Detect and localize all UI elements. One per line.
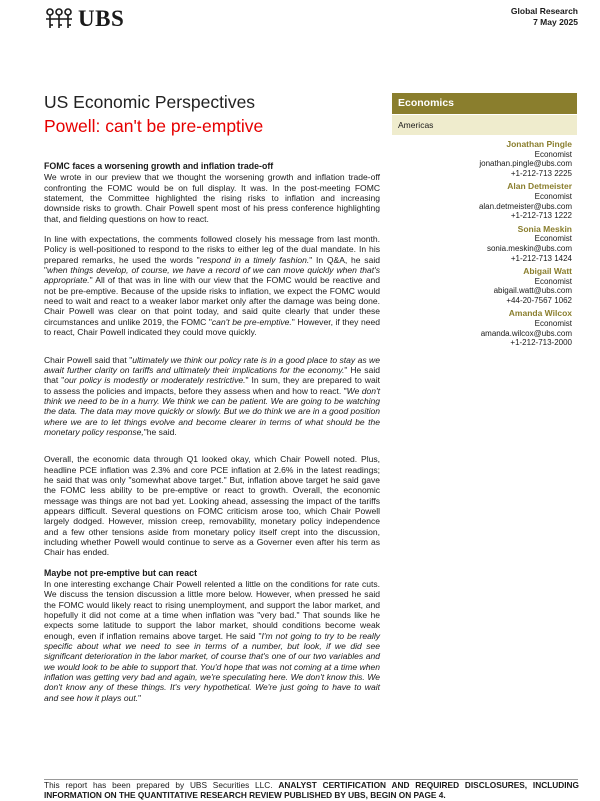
analyst-email[interactable]: jonathan.pingle@ubs.com: [479, 159, 572, 169]
keys-icon: [44, 8, 74, 30]
analyst-name: Abigail Watt: [523, 265, 572, 276]
analyst-phone: +1-212-713 2225: [510, 169, 572, 179]
report-body: [44, 161, 380, 713]
analyst-phone: +1-212-713-2000: [510, 338, 572, 348]
analyst-email[interactable]: sonia.meskin@ubs.com: [486, 244, 572, 254]
analyst-role: Economist: [534, 318, 572, 328]
analyst-list: [392, 140, 572, 348]
paragraph: In one interesting exchange Chair Powell relented a little on the conditions for rate cuts. We discuss the tension discussion a little more below. However, when pressed he said the FOMC would likely react to rising unemployment, and support the labor market, and hopefully it did not come at a time when inflation was "very bad." That sounds like he expects some latitude to support the labor market, should conditions become weak enough, even if inflation remains above target. He said "I'm not going to try to be really specific about what we need to see in terms of a number, but look, if we did see significant deterioration in the labor market, of course that's one of our two variables and we would look to be able to support that. You'd hope that was not coming at a time when inflation was getting very bad and again, we're speculating here. We don't know this. We don't know any of these things. It's very hypothetical. We're just going to have to wait and see how it plays out.": [44, 579, 380, 703]
analyst-email[interactable]: alan.detmeister@ubs.com: [478, 201, 572, 211]
division-label: Global Research: [510, 6, 578, 16]
page-subtitle: Powell: can't be pre-emptive: [44, 116, 264, 136]
analyst-name: Amanda Wilcox: [508, 308, 572, 319]
region-label: Americas: [392, 115, 577, 135]
analyst-name: Jonathan Pingle: [506, 139, 572, 149]
paragraph: Overall, the economic data through Q1 looked okay, which Chair Powell noted. Plus, headline PCE inflation was 2.3% and core PCE inflation at 2.6% in the latest readings; he said that was only "somewhat above target." But, inflation above target he said gave the FOMC less ability to be pre-emptive or react to growth. Overall, the economic message was things are not bad yet. Looking ahead, assessing the impact of the tariffs appears difficult. Several questions on FOMC criticism arose too, which Chair Powell largely dodged. However, mission creep, removability, monetary policy independence and a few other tensions aside from monetary policy itself crept into the discussion, including whether Powell would continue to serve as a Governer even after his term as Chair has ended.: [44, 454, 380, 558]
page-title: US Economic Perspectives: [44, 92, 256, 112]
brand-name: UBS: [78, 6, 125, 31]
analyst-role: Economist: [534, 192, 572, 202]
disclosure-footer: This report has been prepared by UBS Securities LLC. ANALYST CERTIFICATION AND REQUIRED DISCLOSURES, INCLUDING INFORMATION ON THE QUANTITATIVE RESEARCH REVIEW PUBLISHED BY UBS, BEGIN ON PAGE 4.: [44, 780, 579, 800]
analyst-email[interactable]: abigail.watt@ubs.com: [493, 286, 572, 296]
analyst-phone: +44-20-7567 1062: [506, 296, 572, 306]
analyst-email[interactable]: amanda.wilcox@ubs.com: [480, 328, 572, 338]
section-heading: Maybe not pre-emptive but can react: [44, 567, 198, 578]
analyst-role: Economist: [534, 149, 572, 159]
report-date: 7 May 2025: [533, 16, 578, 27]
analyst-role: Economist: [534, 276, 572, 286]
paragraph: We wrote in our preview that we thought the worsening growth and inflation trade-off confronting the FOMC would be on full display. It was. In the post-meeting FOMC statement, the Committee highlighted the rising risks to inflation and increasing downside risks to growth. Chair Powell spent most of his press conference highlighting that, and fielding questions on how to react.: [44, 172, 380, 224]
analyst-name: Alan Detmeister: [507, 181, 572, 192]
paragraph: Chair Powell said that "ultimately we think our policy rate is in a good place to stay as we await further clarity on tariffs and ultimately their implications for the economy." He said that "our policy is modestly or moderately restrictive." In sum, they are prepared to wait to assess the policies and impacts, before they assess when and how to react. "We don't think we need to be in a hurry. We think we can be patient. We are going to be watching the data. The data may move quickly or slowly. But we do think we are in a good position where we are to let things evolve and become clearer in terms of what should be the monetary policy response,"he said.: [44, 354, 381, 437]
section-heading: FOMC faces a worsening growth and inflation trade-off: [44, 161, 274, 171]
section-label: Economics: [392, 93, 577, 114]
analyst-phone: +1-212-713 1424: [510, 253, 572, 263]
analyst-phone: +1-212-713 1222: [510, 211, 572, 221]
paragraph: In line with expectations, the comments followed closely his message from last month. Policy is well-positioned to respond to the risks to either leg of the dual mandate. In his prepared remarks, he used the words "respond in a timely fashion." In Q&A, he said "when things develop, of course, we have a record of we can move quickly when that's appropriate." All of that was in line with our view that the FOMC would be reactive and not be pre-emptive. Because of the upside risks to inflation, we expect the FOMC would need to wait and react to a weaker labor market only after the damage was being done. Chair Powell was clear on that point today, and said quite clearly that under these circumstances and unlike 2019, the FOMC "can't be pre-emptive." However, if they need to react, Chair Powell indicated they could move quickly.: [44, 234, 381, 338]
analyst-name: Sonia Meskin: [517, 223, 572, 234]
analyst-role: Economist: [534, 234, 572, 244]
ubs-logo: [44, 6, 124, 32]
header-meta: [511, 6, 578, 27]
